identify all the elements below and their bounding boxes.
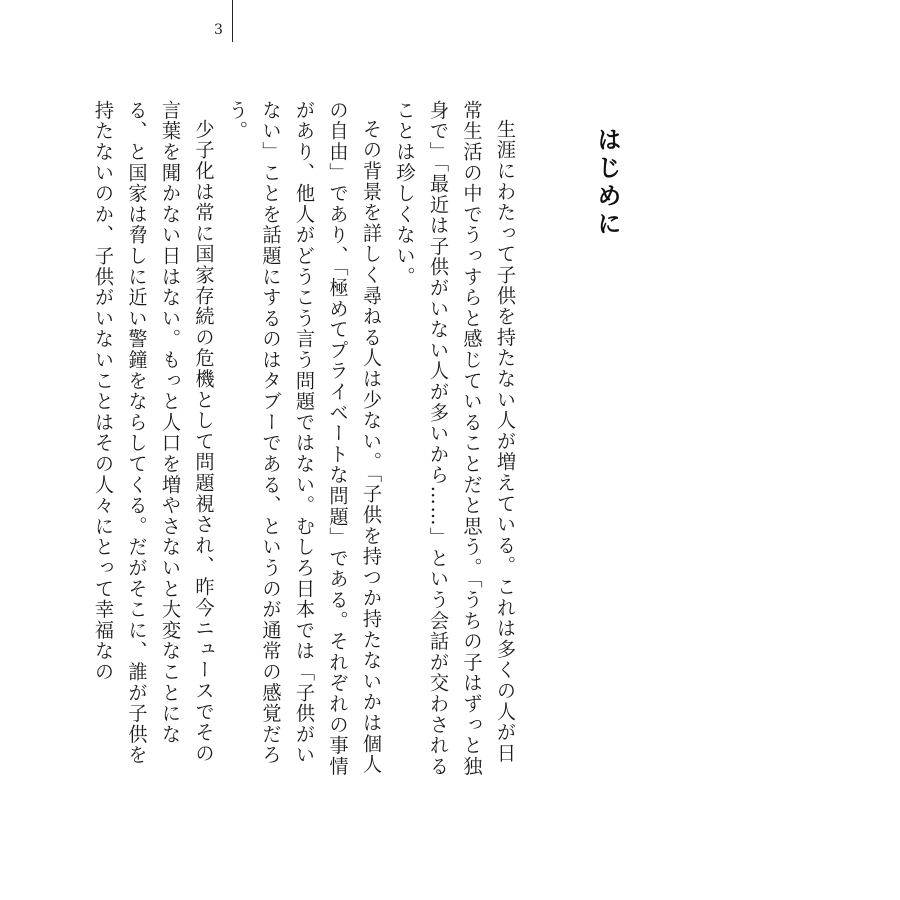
chapter-heading: はじめに bbox=[593, 127, 621, 239]
paragraph-1: 生涯にわたって子供を持たない人が増えている。これは多くの人が日常生活の中でうっすらと感じていることだと思う。「うちの子はずっと独身で」「最近は子供がいない人が多いから……」という会話が交わされることは珍しくない。 bbox=[393, 100, 517, 777]
paragraph-2: その背景を詳しく尋ねる人は少ない。「子供を持つか持たないかは個人の自由」であり、「極めてプライベートな問題」である。それぞれの事情があり、他人がどうこう言う問題ではない。むしろ日本では「子供がいない」ことを話題にするのはタブーである、というのが通常の感覚だろう。 bbox=[226, 100, 383, 777]
page-number-rule bbox=[232, 0, 233, 42]
body-text bbox=[92, 100, 522, 780]
page-number: 3 bbox=[214, 22, 223, 38]
paragraph-3: 少子化は常に国家存続の危機として問題視され、昨今ニュースでその言葉を聞かない日はない。もっと人口を増やさないと大変なことになる、と国家は脅しに近い警鐘をならしてくる。だがそこに、誰が子供を持たないのか、子供がいないことはその人々にとって幸福なの bbox=[92, 100, 216, 766]
